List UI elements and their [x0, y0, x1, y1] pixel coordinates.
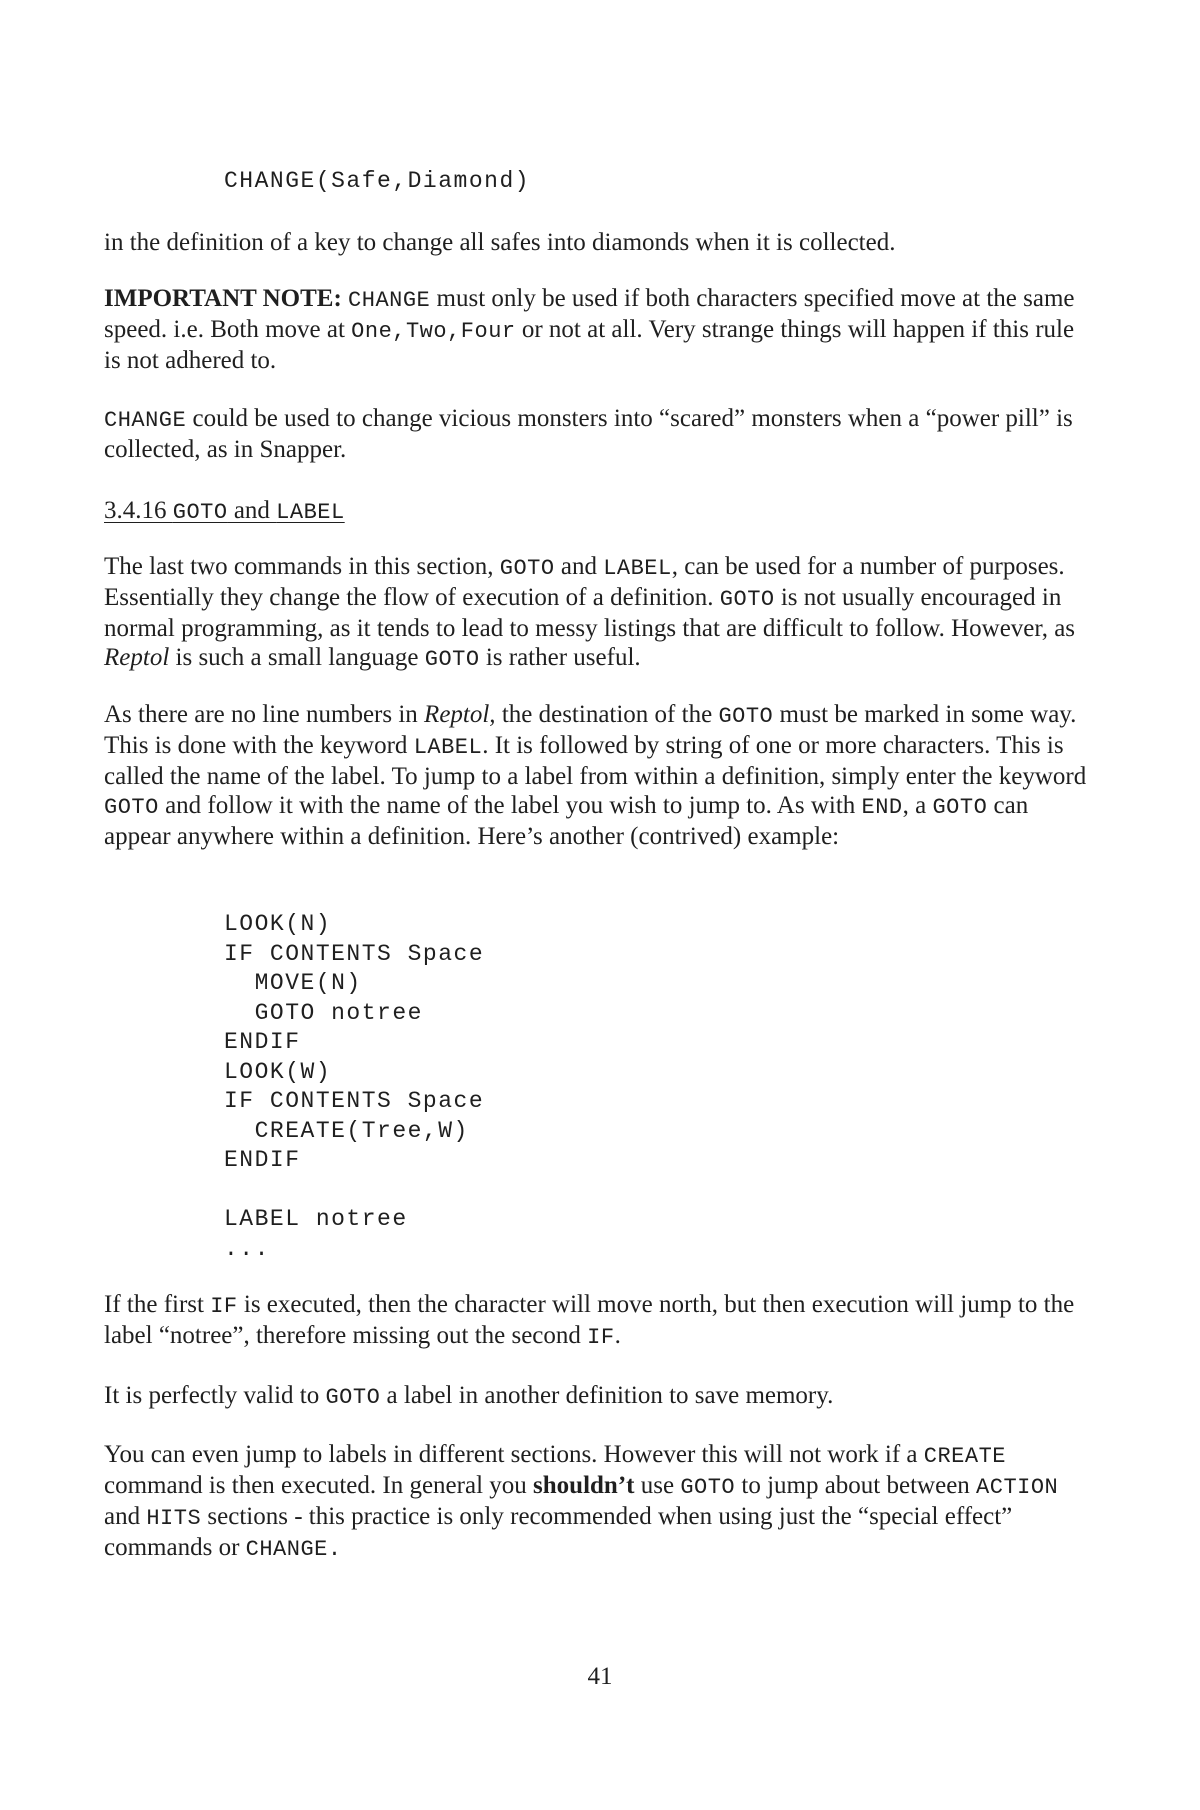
- text: .: [614, 1322, 621, 1349]
- text: a label in another definition to save memory.: [380, 1382, 834, 1409]
- text: , can be used for a number of purposes. Essentially they change the flow of execution of a definition.: [104, 553, 1065, 611]
- text: the destination of the: [495, 701, 719, 728]
- keyword-goto: GOTO: [325, 1385, 381, 1410]
- text: . It is followed by string of one or more characters. This is called the name of the label. To jump to a label from within a definition, simply enter the keyword: [104, 732, 1087, 790]
- text: command is then executed. In general you: [104, 1472, 534, 1499]
- keyword-change: CHANGE: [348, 288, 431, 313]
- page-number: 41: [587, 1663, 613, 1690]
- keyword-speeds: One,Two,Four: [351, 319, 516, 344]
- keyword-create: CREATE: [923, 1444, 1006, 1469]
- paragraph-goto-memory: [104, 1381, 1094, 1412]
- emphasis-shouldnt: shouldn’t: [533, 1472, 635, 1499]
- text: , a: [902, 792, 933, 819]
- text: to jump about between: [735, 1472, 977, 1499]
- text: can appear anywhere within a definition. Here’s another (contrived) example:: [104, 792, 1029, 850]
- keyword-change: CHANGE.: [245, 1537, 342, 1562]
- keyword-label: LABEL: [276, 500, 345, 525]
- keyword-action: ACTION: [976, 1475, 1059, 1500]
- code-goto-example: LOOK(N) IF CONTENTS Space MOVE(N) GOTO notree ENDIF LOOK(W) IF CONTENTS Space CREATE(Tree,W) ENDIF LABEL notree ...: [224, 911, 485, 1262]
- text: It is perfectly valid to: [104, 1382, 326, 1409]
- text: must only be used if both characters specified move at the same speed. i.e. Both move at: [104, 285, 1075, 343]
- keyword-if: IF: [210, 1294, 238, 1319]
- keyword-goto: GOTO: [499, 556, 555, 581]
- text: sections - this practice is only recommended when using just the “special effect” commands or: [104, 1503, 1013, 1561]
- text: is rather useful.: [479, 644, 641, 671]
- text: and: [554, 553, 604, 580]
- text: is executed, then the character will move north, but then execution will jump to the label “notree”, therefore missing out the second: [104, 1291, 1075, 1349]
- language-name: Reptol: [104, 644, 170, 671]
- text: in the definition of a key to change all safes into diamonds when it is collected.: [104, 229, 896, 256]
- text: The last two commands in this section,: [104, 553, 500, 580]
- keyword-change: CHANGE: [104, 408, 187, 433]
- keyword-goto: GOTO: [172, 500, 228, 525]
- keyword-end: END: [861, 795, 903, 820]
- paragraph-goto-intro: [104, 552, 1094, 674]
- paragraph-change-key: [104, 228, 1094, 257]
- keyword-label: LABEL: [413, 735, 483, 760]
- text: and: [104, 1503, 147, 1530]
- section-number: 3.4.16: [104, 497, 173, 524]
- keyword-goto: GOTO: [718, 704, 774, 729]
- keyword-hits: HITS: [146, 1506, 202, 1531]
- text: and follow it with the name of the label you wish to jump to. As with: [158, 792, 862, 819]
- important-note-label: IMPORTANT NOTE:: [104, 285, 342, 312]
- keyword-goto: GOTO: [719, 587, 775, 612]
- keyword-label: LABEL: [603, 556, 672, 581]
- text: is not usually encouraged in normal programming, as it tends to lead to messy listings that are difficult to follow. However, as: [104, 584, 1076, 642]
- text: As there are no line numbers in: [104, 701, 425, 728]
- text: If the first: [104, 1291, 211, 1318]
- keyword-goto: GOTO: [104, 795, 159, 820]
- text: use: [634, 1472, 681, 1499]
- language-name: Reptol,: [424, 701, 496, 728]
- text: is such a small language: [169, 644, 425, 671]
- paragraph-change-monsters: [104, 404, 1094, 464]
- text: or not at all. Very strange things will happen if this rule is not adhered to.: [104, 316, 1075, 374]
- paragraph-jump-sections: [104, 1440, 1094, 1564]
- keyword-goto: GOTO: [680, 1475, 736, 1500]
- text: and: [227, 497, 277, 524]
- code-change-example: CHANGE(Safe,Diamond): [224, 168, 531, 194]
- keyword-goto: GOTO: [932, 795, 988, 820]
- keyword-if: IF: [587, 1325, 615, 1350]
- text: could be used to change vicious monsters into “scared” monsters when a “power pill” is collected, as in Snapper.: [104, 405, 1073, 463]
- text: You can even jump to labels in different sections. However this will not work if a: [104, 1441, 924, 1468]
- section-heading: [104, 496, 345, 527]
- keyword-goto: GOTO: [424, 647, 480, 672]
- paragraph-important-note: [104, 284, 1094, 375]
- paragraph-if-executed: [104, 1290, 1094, 1352]
- text: must be marked in some way. This is done with the keyword: [104, 701, 1077, 759]
- paragraph-label-explanation: [104, 700, 1094, 851]
